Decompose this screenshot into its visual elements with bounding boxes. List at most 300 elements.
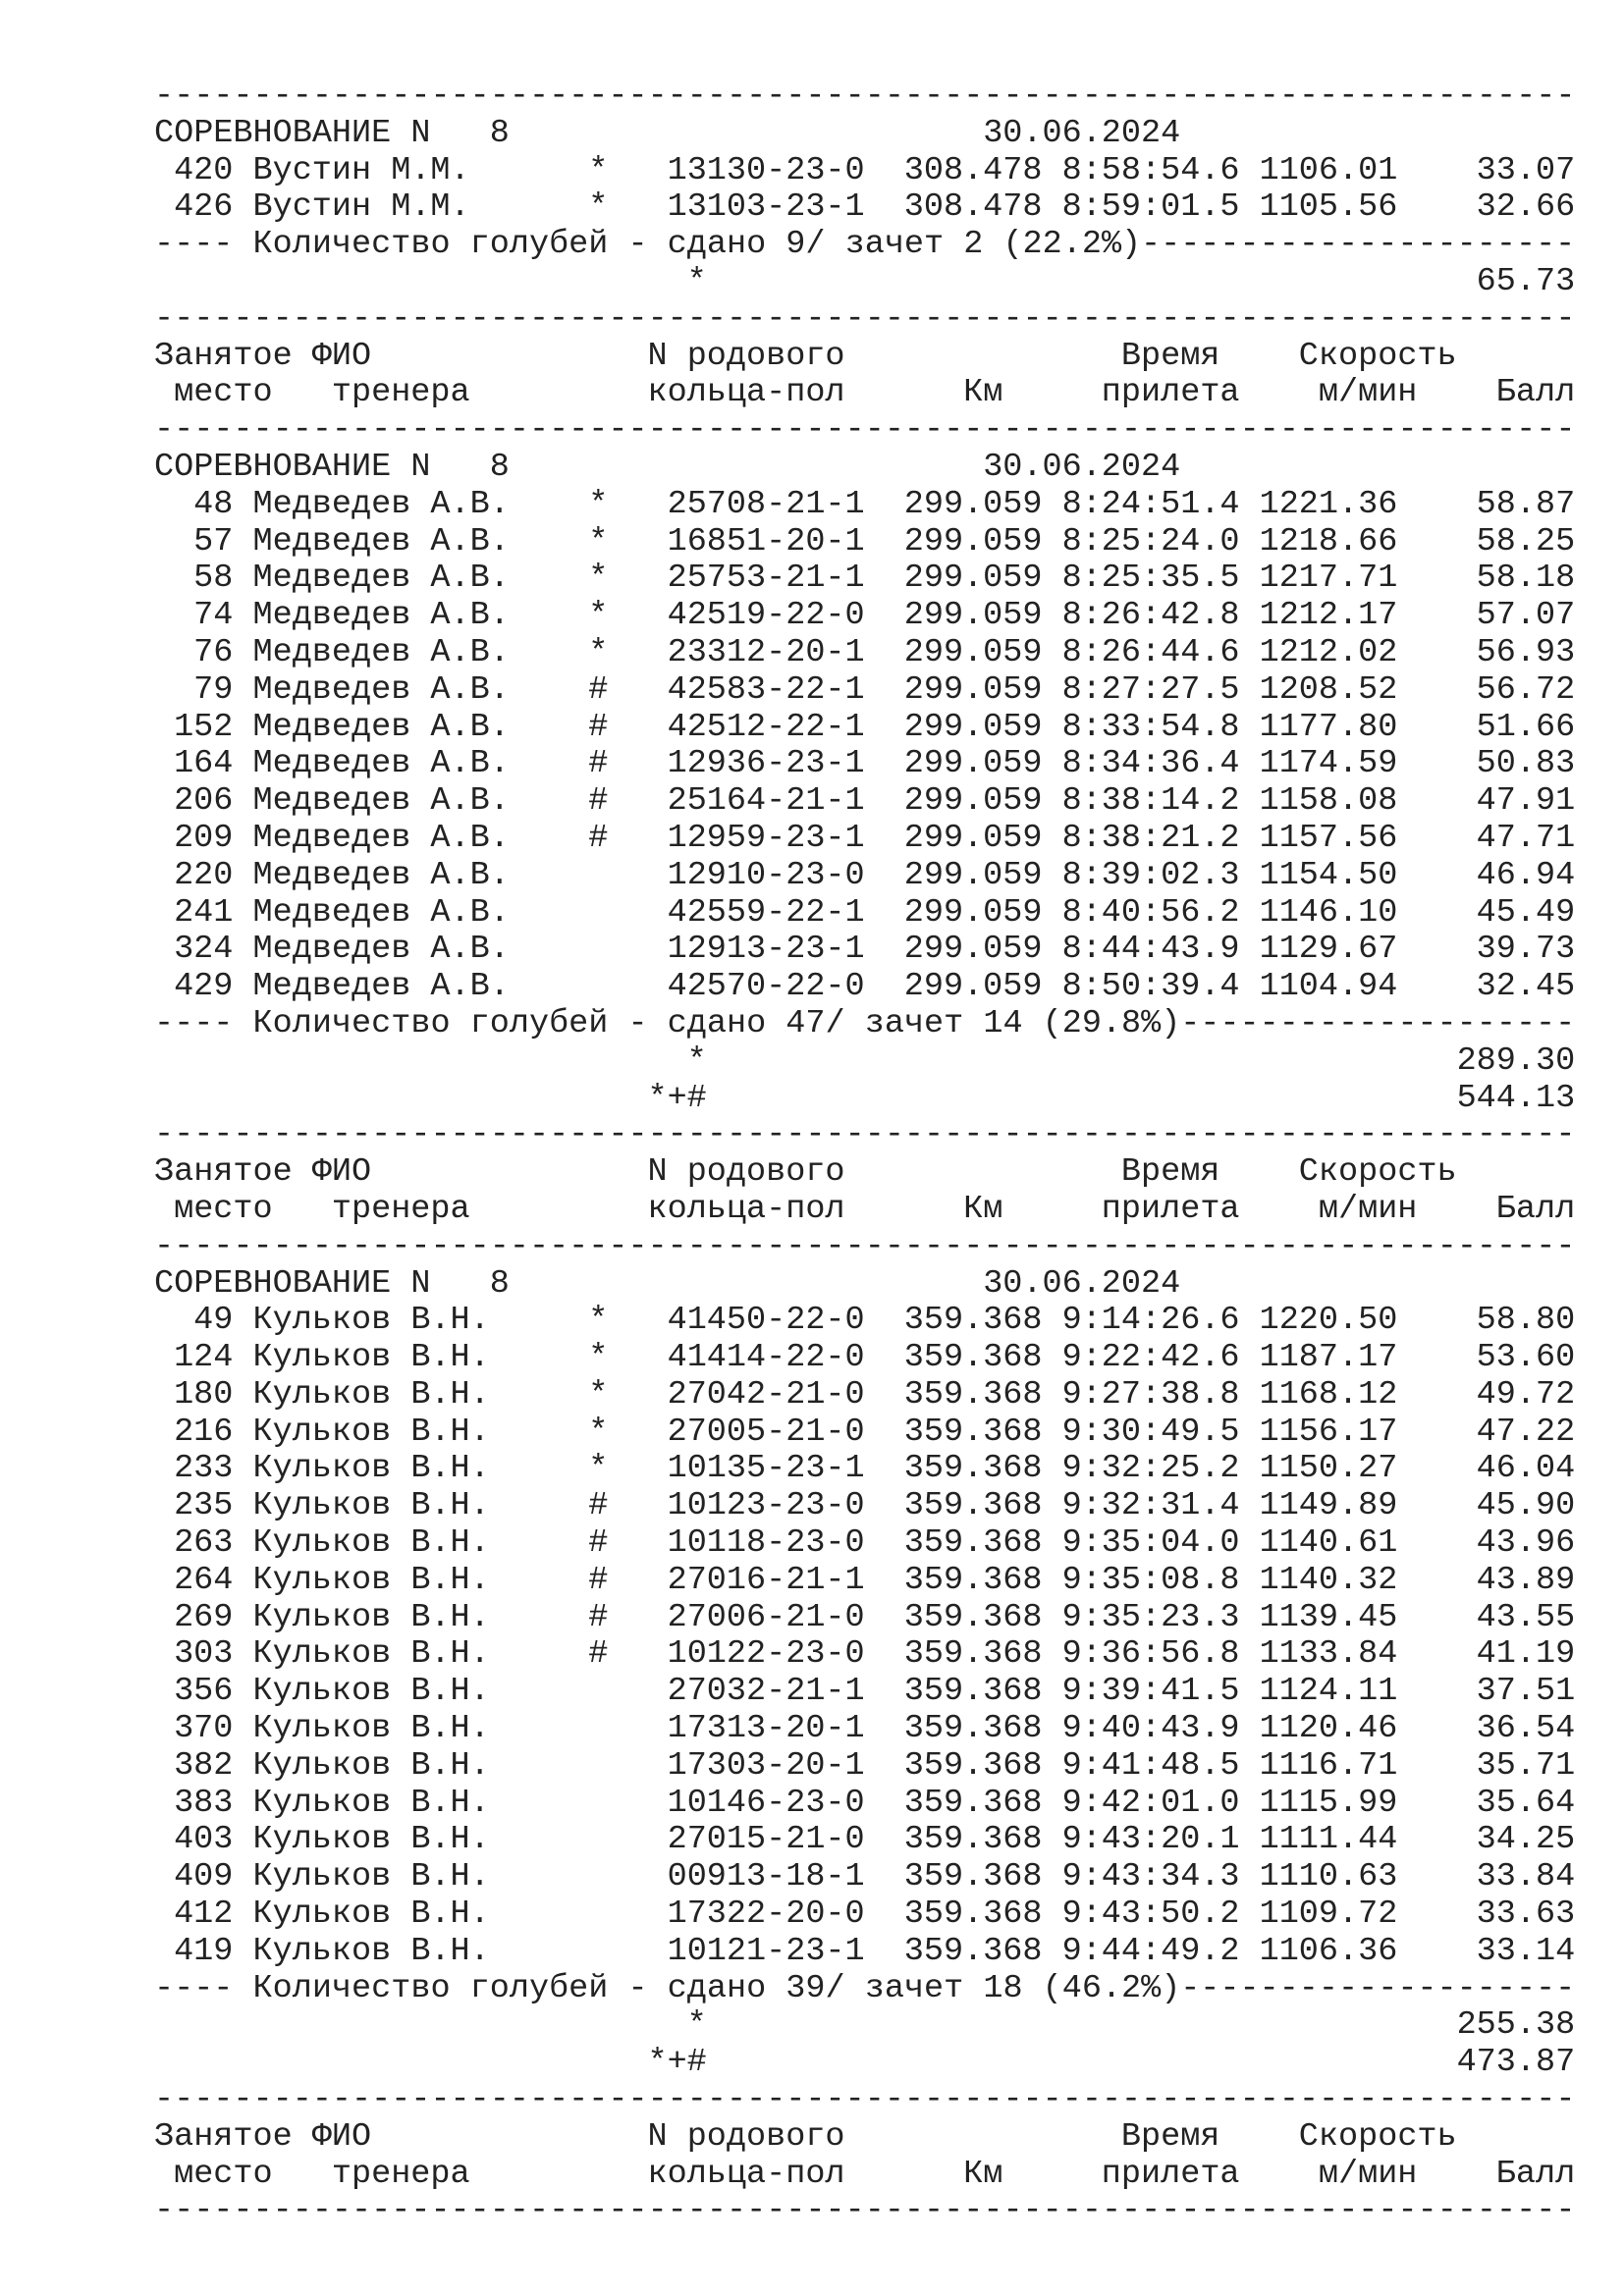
header-name: ФИО xyxy=(311,2117,372,2156)
ring-number: 42559-22-1 xyxy=(667,893,865,932)
distance-km: 359.368 xyxy=(903,1450,1043,1488)
result-row xyxy=(154,710,1578,747)
distance-km: 299.059 xyxy=(903,893,1043,932)
ring-number: 27015-21-0 xyxy=(667,1821,865,1859)
arrival-time: 8:50:39.4 xyxy=(1061,968,1240,1006)
arrival-time: 9:27:38.8 xyxy=(1061,1375,1240,1414)
mark: * xyxy=(588,522,609,561)
place: 370 xyxy=(174,1710,234,1748)
arrival-time: 8:59:01.5 xyxy=(1061,188,1240,227)
arrival-time: 9:43:34.3 xyxy=(1061,1858,1240,1896)
header-divider: ------------------------------------------------------------------------ xyxy=(154,2192,1576,2230)
distance-km: 359.368 xyxy=(903,1896,1043,1934)
ring-number: 25708-21-1 xyxy=(667,485,865,523)
place: 76 xyxy=(193,633,234,671)
header-name-2: тренера xyxy=(331,1190,470,1228)
trainer-name: Кульков В.Н. xyxy=(252,1339,490,1377)
trainer-name: Медведев А.В. xyxy=(252,708,510,746)
result-row xyxy=(154,598,1578,635)
score: 33.14 xyxy=(1476,1932,1576,1970)
speed: 1139.45 xyxy=(1259,1598,1398,1636)
result-row xyxy=(154,635,1578,672)
header-km: Км xyxy=(963,374,1003,412)
ring-number: 12910-23-0 xyxy=(667,856,865,894)
speed: 1220.50 xyxy=(1259,1302,1398,1340)
ring-number: 12913-23-1 xyxy=(667,931,865,969)
score: 57.07 xyxy=(1476,597,1576,635)
summary-text: ---- Количество голубей - сдано 39/ зачет 18 (46.2%) xyxy=(154,1969,1181,2007)
result-row xyxy=(154,153,1578,190)
trainer-name: Кульков В.Н. xyxy=(252,1375,490,1414)
section-divider: ------------------------------------------------------------------------ xyxy=(154,2081,1576,2119)
arrival-time: 8:38:14.2 xyxy=(1061,782,1240,821)
speed: 1140.32 xyxy=(1259,1561,1398,1599)
total-value: 473.87 xyxy=(1456,2044,1576,2082)
results-report xyxy=(154,79,1578,2230)
summary-line xyxy=(154,1006,1578,1043)
summary-line xyxy=(154,1971,1578,2008)
total-line xyxy=(154,2007,1578,2045)
competition-line xyxy=(154,450,1578,487)
arrival-time: 8:27:27.5 xyxy=(1061,670,1240,709)
place: 206 xyxy=(174,782,234,821)
mark: # xyxy=(588,745,609,783)
total-line xyxy=(154,264,1578,301)
score: 36.54 xyxy=(1476,1710,1576,1748)
competition-date: 30.06.2024 xyxy=(983,448,1181,486)
speed: 1104.94 xyxy=(1259,968,1398,1006)
ring-number: 10122-23-0 xyxy=(667,1635,865,1674)
score: 43.55 xyxy=(1476,1598,1576,1636)
arrival-time: 9:43:20.1 xyxy=(1061,1821,1240,1859)
mark: # xyxy=(588,1598,609,1636)
distance-km: 359.368 xyxy=(903,1413,1043,1451)
ring-number: 12936-23-1 xyxy=(667,745,865,783)
arrival-time: 9:35:23.3 xyxy=(1061,1598,1240,1636)
place: 216 xyxy=(174,1413,234,1451)
trainer-name: Кульков В.Н. xyxy=(252,1710,490,1748)
total-mark: *+# xyxy=(647,2044,707,2082)
mark: * xyxy=(588,151,609,189)
speed: 1218.66 xyxy=(1259,522,1398,561)
arrival-time: 8:25:35.5 xyxy=(1061,560,1240,598)
summary-dash-fill: -------------------- xyxy=(1180,1969,1576,2007)
mark: # xyxy=(588,670,609,709)
summary-dash-fill: ---------------------- xyxy=(1141,226,1576,264)
trainer-name: Кульков В.Н. xyxy=(252,1561,490,1599)
place: 356 xyxy=(174,1673,234,1711)
ring-number: 27032-21-1 xyxy=(667,1673,865,1711)
result-row xyxy=(154,1525,1578,1563)
score: 56.93 xyxy=(1476,633,1576,671)
distance-km: 299.059 xyxy=(903,708,1043,746)
distance-km: 359.368 xyxy=(903,1932,1043,1970)
ring-number: 41414-22-0 xyxy=(667,1339,865,1377)
distance-km: 299.059 xyxy=(903,856,1043,894)
speed: 1177.80 xyxy=(1259,708,1398,746)
header-divider: ------------------------------------------------------------------------ xyxy=(154,411,1576,450)
total-mark: * xyxy=(686,2006,707,2045)
result-row xyxy=(154,1748,1578,1786)
arrival-time: 8:24:51.4 xyxy=(1061,485,1240,523)
distance-km: 299.059 xyxy=(903,745,1043,783)
header-time: Время xyxy=(1120,1153,1220,1192)
header-km: Км xyxy=(963,2155,1003,2193)
header-time-2: прилета xyxy=(1101,1190,1240,1228)
speed: 1106.01 xyxy=(1259,151,1398,189)
score: 43.89 xyxy=(1476,1561,1576,1599)
ring-number: 27016-21-1 xyxy=(667,1561,865,1599)
arrival-time: 8:25:24.0 xyxy=(1061,522,1240,561)
ring-number: 25164-21-1 xyxy=(667,782,865,821)
result-row xyxy=(154,1859,1578,1896)
header-score: Балл xyxy=(1495,1190,1576,1228)
place: 263 xyxy=(174,1524,234,1563)
result-row xyxy=(154,1711,1578,1748)
place: 383 xyxy=(174,1784,234,1822)
arrival-time: 9:22:42.6 xyxy=(1061,1339,1240,1377)
speed: 1106.36 xyxy=(1259,1932,1398,1970)
header-place: Занятое xyxy=(154,1153,293,1192)
total-value: 544.13 xyxy=(1456,1079,1576,1117)
header-name-2: тренера xyxy=(331,2155,470,2193)
arrival-time: 9:42:01.0 xyxy=(1061,1784,1240,1822)
header-speed: Скорость xyxy=(1298,1153,1457,1192)
distance-km: 359.368 xyxy=(903,1673,1043,1711)
distance-km: 299.059 xyxy=(903,670,1043,709)
mark: * xyxy=(588,633,609,671)
distance-km: 299.059 xyxy=(903,522,1043,561)
distance-km: 359.368 xyxy=(903,1784,1043,1822)
distance-km: 359.368 xyxy=(903,1375,1043,1414)
header-speed-2: м/мин xyxy=(1318,1190,1418,1228)
place: 209 xyxy=(174,819,234,857)
trainer-name: Медведев А.В. xyxy=(252,931,510,969)
speed: 1157.56 xyxy=(1259,819,1398,857)
total-value: 289.30 xyxy=(1456,1041,1576,1080)
result-row xyxy=(154,189,1578,227)
result-row xyxy=(154,1896,1578,1934)
competition-line xyxy=(154,1266,1578,1304)
header-ring-2: кольца-пол xyxy=(647,374,845,412)
ring-number: 42512-22-1 xyxy=(667,708,865,746)
header-speed-2: м/мин xyxy=(1318,374,1418,412)
score: 58.25 xyxy=(1476,522,1576,561)
trainer-name: Кульков В.Н. xyxy=(252,1746,490,1785)
speed: 1109.72 xyxy=(1259,1896,1398,1934)
arrival-time: 9:14:26.6 xyxy=(1061,1302,1240,1340)
header-place: Занятое xyxy=(154,2117,293,2156)
trainer-name: Кульков В.Н. xyxy=(252,1821,490,1859)
mark: # xyxy=(588,1561,609,1599)
speed: 1156.17 xyxy=(1259,1413,1398,1451)
result-row xyxy=(154,932,1578,969)
mark: * xyxy=(588,1302,609,1340)
ring-number: 27006-21-0 xyxy=(667,1598,865,1636)
header-ring: N родового xyxy=(647,2117,845,2156)
trainer-name: Медведев А.В. xyxy=(252,597,510,635)
mark: * xyxy=(588,597,609,635)
trainer-name: Кульков В.Н. xyxy=(252,1302,490,1340)
speed: 1154.50 xyxy=(1259,856,1398,894)
header-name: ФИО xyxy=(311,337,372,375)
speed: 1116.71 xyxy=(1259,1746,1398,1785)
result-row xyxy=(154,1822,1578,1859)
total-line xyxy=(154,2045,1578,2082)
summary-text: ---- Количество голубей - сдано 9/ зачет 2 (22.2%) xyxy=(154,226,1142,264)
trainer-name: Кульков В.Н. xyxy=(252,1487,490,1525)
mark: * xyxy=(588,1450,609,1488)
speed: 1111.44 xyxy=(1259,1821,1398,1859)
header-place-2: место xyxy=(174,1190,273,1228)
place: 269 xyxy=(174,1598,234,1636)
trainer-name: Кульков В.Н. xyxy=(252,1635,490,1674)
competition-label: СОРЕВНОВАНИЕ N 8 xyxy=(154,114,510,152)
column-header-row-2 xyxy=(154,375,1578,412)
result-row xyxy=(154,524,1578,561)
result-row xyxy=(154,783,1578,821)
competition-line xyxy=(154,116,1578,153)
speed: 1124.11 xyxy=(1259,1673,1398,1711)
place: 48 xyxy=(193,485,234,523)
speed: 1149.89 xyxy=(1259,1487,1398,1525)
ring-number: 10135-23-1 xyxy=(667,1450,865,1488)
speed: 1208.52 xyxy=(1259,670,1398,709)
place: 412 xyxy=(174,1896,234,1934)
summary-text: ---- Количество голубей - сдано 47/ зачет 14 (29.8%) xyxy=(154,1004,1181,1042)
ring-number: 42570-22-0 xyxy=(667,968,865,1006)
column-header-row-2 xyxy=(154,2157,1578,2194)
trainer-name: Кульков В.Н. xyxy=(252,1932,490,1970)
column-header-row-1 xyxy=(154,1154,1578,1192)
header-time-2: прилета xyxy=(1101,374,1240,412)
trainer-name: Кульков В.Н. xyxy=(252,1598,490,1636)
trainer-name: Медведев А.В. xyxy=(252,819,510,857)
header-name-2: тренера xyxy=(331,374,470,412)
trainer-name: Медведев А.В. xyxy=(252,893,510,932)
arrival-time: 9:32:31.4 xyxy=(1061,1487,1240,1525)
competition-date: 30.06.2024 xyxy=(983,1264,1181,1303)
total-value: 65.73 xyxy=(1476,262,1576,300)
score: 58.87 xyxy=(1476,485,1576,523)
result-row xyxy=(154,895,1578,933)
result-row xyxy=(154,1415,1578,1452)
arrival-time: 8:40:56.2 xyxy=(1061,893,1240,932)
trainer-name: Медведев А.В. xyxy=(252,560,510,598)
speed: 1217.71 xyxy=(1259,560,1398,598)
result-row xyxy=(154,672,1578,710)
distance-km: 359.368 xyxy=(903,1635,1043,1674)
mark: * xyxy=(588,560,609,598)
place: 220 xyxy=(174,856,234,894)
arrival-time: 8:34:36.4 xyxy=(1061,745,1240,783)
total-mark: * xyxy=(686,1041,707,1080)
ring-number: 17322-20-0 xyxy=(667,1896,865,1934)
score: 50.83 xyxy=(1476,745,1576,783)
place: 264 xyxy=(174,1561,234,1599)
result-row xyxy=(154,561,1578,598)
mark: * xyxy=(588,1375,609,1414)
distance-km: 359.368 xyxy=(903,1302,1043,1340)
ring-number: 10146-23-0 xyxy=(667,1784,865,1822)
score: 35.71 xyxy=(1476,1746,1576,1785)
result-row xyxy=(154,1451,1578,1488)
arrival-time: 9:43:50.2 xyxy=(1061,1896,1240,1934)
place: 324 xyxy=(174,931,234,969)
arrival-time: 8:58:54.6 xyxy=(1061,151,1240,189)
trainer-name: Вустин М.М. xyxy=(252,151,470,189)
header-time: Время xyxy=(1120,2117,1220,2156)
ring-number: 41450-22-0 xyxy=(667,1302,865,1340)
distance-km: 359.368 xyxy=(903,1487,1043,1525)
trainer-name: Кульков В.Н. xyxy=(252,1524,490,1563)
header-ring-2: кольца-пол xyxy=(647,2155,845,2193)
place: 419 xyxy=(174,1932,234,1970)
place: 303 xyxy=(174,1635,234,1674)
speed: 1174.59 xyxy=(1259,745,1398,783)
header-ring: N родового xyxy=(647,337,845,375)
trainer-name: Медведев А.В. xyxy=(252,485,510,523)
ring-number: 17313-20-1 xyxy=(667,1710,865,1748)
arrival-time: 9:32:25.2 xyxy=(1061,1450,1240,1488)
arrival-time: 9:39:41.5 xyxy=(1061,1673,1240,1711)
speed: 1146.10 xyxy=(1259,893,1398,932)
ring-number: 10123-23-0 xyxy=(667,1487,865,1525)
trainer-name: Вустин М.М. xyxy=(252,188,470,227)
place: 409 xyxy=(174,1858,234,1896)
result-row xyxy=(154,1934,1578,1971)
mark: # xyxy=(588,1635,609,1674)
trainer-name: Кульков В.Н. xyxy=(252,1858,490,1896)
score: 43.96 xyxy=(1476,1524,1576,1563)
ring-number: 25753-21-1 xyxy=(667,560,865,598)
result-row xyxy=(154,821,1578,858)
trainer-name: Кульков В.Н. xyxy=(252,1784,490,1822)
speed: 1120.46 xyxy=(1259,1710,1398,1748)
result-row xyxy=(154,1377,1578,1415)
score: 41.19 xyxy=(1476,1635,1576,1674)
distance-km: 299.059 xyxy=(903,968,1043,1006)
arrival-time: 8:38:21.2 xyxy=(1061,819,1240,857)
place: 403 xyxy=(174,1821,234,1859)
distance-km: 359.368 xyxy=(903,1561,1043,1599)
ring-number: 27042-21-0 xyxy=(667,1375,865,1414)
place: 382 xyxy=(174,1746,234,1785)
score: 33.63 xyxy=(1476,1896,1576,1934)
score: 51.66 xyxy=(1476,708,1576,746)
header-ring-2: кольца-пол xyxy=(647,1190,845,1228)
column-header-row-1 xyxy=(154,339,1578,376)
speed: 1105.56 xyxy=(1259,188,1398,227)
header-name: ФИО xyxy=(311,1153,372,1192)
ring-number: 42583-22-1 xyxy=(667,670,865,709)
place: 49 xyxy=(193,1302,234,1340)
header-km: Км xyxy=(963,1190,1003,1228)
trainer-name: Кульков В.Н. xyxy=(252,1673,490,1711)
score: 49.72 xyxy=(1476,1375,1576,1414)
result-row xyxy=(154,1674,1578,1711)
score: 47.91 xyxy=(1476,782,1576,821)
mark: * xyxy=(588,188,609,227)
place: 124 xyxy=(174,1339,234,1377)
place: 152 xyxy=(174,708,234,746)
result-row xyxy=(154,858,1578,895)
distance-km: 299.059 xyxy=(903,819,1043,857)
score: 32.45 xyxy=(1476,968,1576,1006)
arrival-time: 9:30:49.5 xyxy=(1061,1413,1240,1451)
trainer-name: Кульков В.Н. xyxy=(252,1413,490,1451)
mark: * xyxy=(588,1339,609,1377)
score: 32.66 xyxy=(1476,188,1576,227)
ring-number: 00913-18-1 xyxy=(667,1858,865,1896)
ring-number: 16851-20-1 xyxy=(667,522,865,561)
place: 180 xyxy=(174,1375,234,1414)
arrival-time: 9:35:04.0 xyxy=(1061,1524,1240,1563)
header-time: Время xyxy=(1120,337,1220,375)
distance-km: 359.368 xyxy=(903,1524,1043,1563)
score: 56.72 xyxy=(1476,670,1576,709)
mark: * xyxy=(588,1413,609,1451)
distance-km: 359.368 xyxy=(903,1339,1043,1377)
score: 47.22 xyxy=(1476,1413,1576,1451)
total-mark: * xyxy=(686,262,707,300)
result-row xyxy=(154,1563,1578,1600)
arrival-time: 9:40:43.9 xyxy=(1061,1710,1240,1748)
speed: 1133.84 xyxy=(1259,1635,1398,1674)
header-speed: Скорость xyxy=(1298,337,1457,375)
arrival-time: 8:44:43.9 xyxy=(1061,931,1240,969)
result-row xyxy=(154,746,1578,783)
trainer-name: Медведев А.В. xyxy=(252,633,510,671)
score: 46.94 xyxy=(1476,856,1576,894)
top-divider: ------------------------------------------------------------------------ xyxy=(154,78,1576,115)
arrival-time: 8:33:54.8 xyxy=(1061,708,1240,746)
place: 241 xyxy=(174,893,234,932)
speed: 1150.27 xyxy=(1259,1450,1398,1488)
score: 39.73 xyxy=(1476,931,1576,969)
result-row xyxy=(154,1488,1578,1525)
score: 34.25 xyxy=(1476,1821,1576,1859)
score: 45.49 xyxy=(1476,893,1576,932)
distance-km: 299.059 xyxy=(903,597,1043,635)
speed: 1158.08 xyxy=(1259,782,1398,821)
result-row xyxy=(154,1303,1578,1340)
header-speed-2: м/мин xyxy=(1318,2155,1418,2193)
distance-km: 308.478 xyxy=(903,188,1043,227)
header-time-2: прилета xyxy=(1101,2155,1240,2193)
distance-km: 359.368 xyxy=(903,1710,1043,1748)
distance-km: 299.059 xyxy=(903,560,1043,598)
place: 420 xyxy=(174,151,234,189)
place: 79 xyxy=(193,670,234,709)
competition-label: СОРЕВНОВАНИЕ N 8 xyxy=(154,448,510,486)
speed: 1115.99 xyxy=(1259,1784,1398,1822)
arrival-time: 9:44:49.2 xyxy=(1061,1932,1240,1970)
distance-km: 299.059 xyxy=(903,782,1043,821)
result-row xyxy=(154,1636,1578,1674)
speed: 1110.63 xyxy=(1259,1858,1398,1896)
trainer-name: Медведев А.В. xyxy=(252,968,510,1006)
distance-km: 299.059 xyxy=(903,931,1043,969)
mark: # xyxy=(588,1524,609,1563)
result-row xyxy=(154,1600,1578,1637)
ring-number: 12959-23-1 xyxy=(667,819,865,857)
score: 46.04 xyxy=(1476,1450,1576,1488)
result-row xyxy=(154,1340,1578,1377)
ring-number: 13103-23-1 xyxy=(667,188,865,227)
competition-label: СОРЕВНОВАНИЕ N 8 xyxy=(154,1264,510,1303)
trainer-name: Кульков В.Н. xyxy=(252,1896,490,1934)
